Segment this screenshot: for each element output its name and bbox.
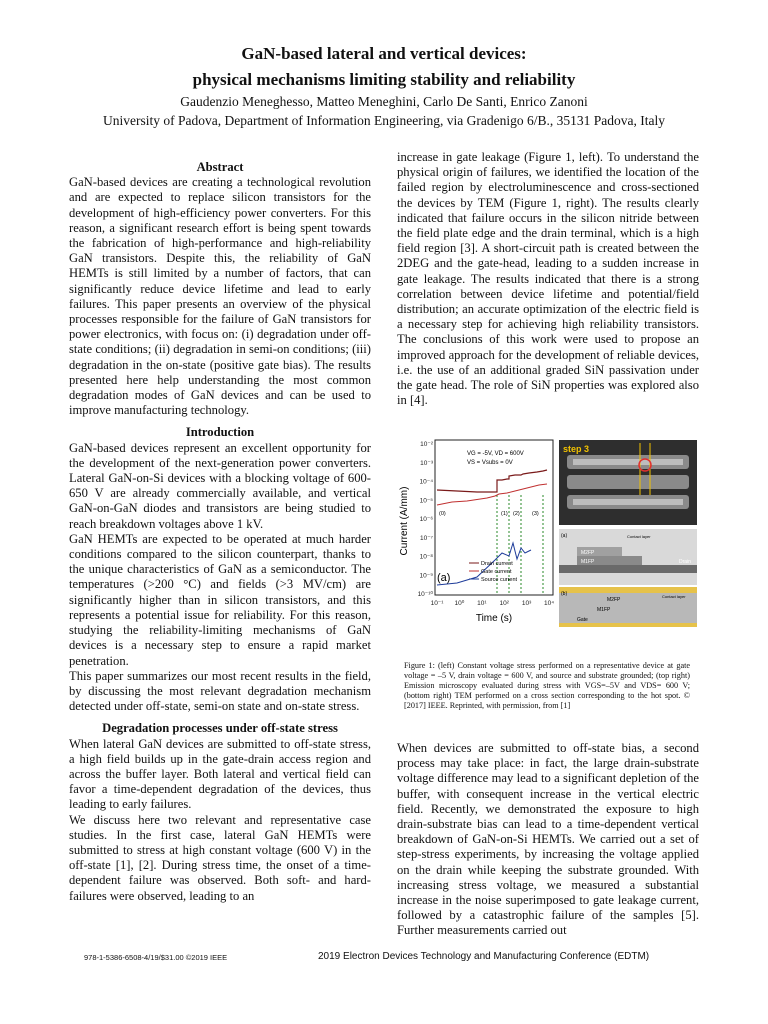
tem-panel-label-a: (a) bbox=[561, 533, 568, 539]
tem-label: M1FP bbox=[581, 559, 595, 565]
tem-label: M2FP bbox=[607, 597, 621, 603]
y-tick-label: 10⁻⁹ bbox=[419, 572, 433, 580]
phase-label: (3) bbox=[532, 511, 539, 517]
abstract-heading: Abstract bbox=[196, 160, 244, 174]
y-tick-label: 10⁻⁴ bbox=[419, 478, 433, 486]
phase-label: (0) bbox=[439, 511, 446, 517]
legend-source: Source current bbox=[481, 577, 518, 583]
x-tick-label: 10³ bbox=[521, 600, 532, 607]
paper-title-line1: GaN-based lateral and vertical devices: bbox=[241, 44, 527, 63]
intro-paragraph-1: GaN-based devices represent an excellent opportunity for the development of the next-generation power converters. Lateral GaN-on-Si devices with a blocking voltage of 600-650 V are already commercially available, and vertical GaN-on-GaN diodes and transistors are being studied to reach breakdown voltages above 1 kV. bbox=[69, 440, 371, 531]
tem-layer bbox=[559, 565, 697, 573]
figure-1-svg bbox=[397, 435, 699, 635]
step-label: step 3 bbox=[563, 444, 590, 454]
footer-copyright: 978-1-5386-6508-4/19/$31.00 ©2019 IEEE bbox=[84, 953, 228, 962]
tem-label: Gate bbox=[577, 617, 588, 623]
emi-finger-core bbox=[573, 459, 683, 465]
offstate-heading: Degradation processes under off-state stress bbox=[102, 721, 338, 736]
figure-1 bbox=[397, 435, 699, 635]
y-axis-label: Current (A/mm) bbox=[399, 486, 410, 556]
y-tick-label: 10⁻⁶ bbox=[419, 516, 433, 523]
x-tick-label: 10⁴ bbox=[543, 600, 555, 607]
y-tick-label: 10⁻⁵ bbox=[419, 497, 433, 505]
paper-title-line2: physical mechanisms limiting stability and reliability bbox=[192, 70, 576, 89]
condition-line-1: VG = -5V, VD = 600V bbox=[467, 451, 524, 457]
y-ticks bbox=[418, 441, 434, 598]
right-column-bottom bbox=[397, 741, 699, 939]
legend-gate: Gate current bbox=[481, 569, 512, 575]
right-column-top bbox=[397, 150, 699, 408]
left-column bbox=[69, 160, 371, 904]
x-tick-label: 10⁻¹ bbox=[430, 600, 444, 607]
emi-finger-core bbox=[573, 499, 683, 505]
x-tick-label: 10¹ bbox=[477, 600, 487, 607]
x-ticks bbox=[431, 599, 555, 607]
y-tick-label: 10⁻³ bbox=[420, 459, 433, 467]
legend-drain: Drain current bbox=[481, 561, 513, 567]
tem-label: M2FP bbox=[581, 550, 595, 556]
phase-label: (1) bbox=[501, 511, 508, 517]
x-axis-label: Time (s) bbox=[475, 613, 513, 624]
tem-label: Contact layer bbox=[662, 594, 686, 599]
tem-panel-label-b: (b) bbox=[561, 591, 568, 597]
x-tick-label: 10² bbox=[499, 600, 509, 607]
offstate-paragraph-1: When lateral GaN devices are submitted to off-state stress, a high field builds up in the gate-drain access region and across the buffer layer. Both lateral and vertical field can favor a time-dependent degradation of the devices, thus leading to early failures. bbox=[69, 736, 371, 812]
panel-label-a: (a) bbox=[437, 572, 451, 584]
emi-finger bbox=[567, 475, 689, 489]
figure-caption: Figure 1: (left) Constant voltage stress performed on a representative device at gate voltage = –5 V, drain voltage = 600 V, and source and substrate grounded; (top right) Emission microscopy evaluated during stress with VGS=–5V and VDS= 600 V; (bottom right) TEM performed on a cross section corresponding to the hot spot. © [2017] IEEE. Reprinted, with permission, from [1] bbox=[404, 661, 690, 710]
phase-label: (2) bbox=[513, 511, 520, 517]
affiliation: University of Padova, Department of Information Engineering, via Gradenigo 6/B., 35131 Padova, Italy bbox=[103, 113, 665, 128]
right-paragraph-2: When devices are submitted to off-state bias, a second process may take place: in fact, the large drain-substrate voltage difference may lead to a significant depletion of the buffer, with consequent increase in the vertical electric field. Recently, we demonstrated the exposure to high drain-substrate bias can lead to a time-dependent vertical breakdown of GaN-on-Si HEMTs. We carried out a set of step-stress experiments, by increasing the voltage applied on the drain while keeping the substrate grounded. With increasing stress voltage, we measured a substantial increase in the noise superimposed to gate leakage current, followed by a catastrophic failure of the samples [5]. Further measurements carried out bbox=[397, 741, 699, 938]
intro-paragraph-2: GaN HEMTs are expected to be operated at much harder conditions compared to the silicon counterpart, thanks to the unique characteristics of GaN as a semiconductor. The temperatures (>200 °C) and fields (>3 MV/cm) are significantly higher than in silicon transistors, and this represents a potential issue for reliability. For this reason, studying the reliability-limiting mechanisms of GaN devices is a necessary step to ensure a rapid market penetration. bbox=[69, 531, 371, 668]
footer-conference: 2019 Electron Devices Technology and Manufacturing Conference (EDTM) bbox=[318, 951, 650, 962]
tem-label: Contact layer bbox=[627, 534, 651, 539]
tem-label: Drain bbox=[679, 559, 691, 565]
right-paragraph-1: increase in gate leakage (Figure 1, left). To understand the physical origin of failures, we identified the location of the failed region by electroluminescence and cross-sectioned the devices by TEM (Figure 1, right). The results clearly indicated that failure occurs in the silicon nitride between the field plate edge and the drain terminal, which is a high field region [3]. A short-circuit path is created between the 2DEG and the gate-head, leading to a sudden increase in gate leakage. The results indicated that there is a strong correlation between device lifetime and potential/field distribution; an accurate optimization of the electric field is a necessary step for achieving high reliability transistors. The conclusions of this work were used to propose an improved approach for the development of reliable devices, i.e. the use of an additional graded SiN passivation under the gate head. The role of SiN properties was explored also in [4]. bbox=[397, 150, 699, 408]
intro-paragraph-3: This paper summarizes our most recent results in the field, by discussing the most relevant degradation mechanism detected under off-state, semi-on state and on-state stress. bbox=[69, 668, 371, 714]
y-tick-label: 10⁻⁸ bbox=[419, 553, 433, 561]
abstract-text: GaN-based devices are creating a technological revolution and are expected to replace silicon transistors for the development of high-efficiency power converters. For this reason, a significant research effort is being spent towards the fabrication of high-performance and high-reliability GaN transistors. Despite this, the reliability of GaN HEMTs is still limited by a number of factors, that can significantly reduce device lifetime and lead to early failures. This paper presents an overview of the physical processes responsible for the failure of GaN transistors for power electronics, with focus on: (i) degradation under off-state conditions; (ii) degradation in semi-on conditions; (iii) degradation in the on-state (positive gate bias). The results presented here help understanding the most common degradation modes of GaN devices and can be used to improve manufacturing technology. bbox=[69, 175, 371, 418]
condition-line-2: VS = Vsubs = 0V bbox=[467, 460, 513, 466]
x-tick-label: 10⁰ bbox=[454, 600, 465, 607]
y-tick-label: 10⁻² bbox=[420, 441, 433, 448]
offstate-paragraph-2: We discuss here two relevant and representative case studies. In the first case, lateral GaN HEMTs were submitted to stress at high constant voltage (600 V) in the off-state [1], [2]. During stress time, the onset of a time-dependent failure was observed. Both soft- and hard-failures were observed, leading to an bbox=[69, 812, 371, 903]
introduction-heading: Introduction bbox=[185, 425, 255, 440]
authors: Gaudenzio Meneghesso, Matteo Meneghini, Carlo De Santi, Enrico Zanoni bbox=[180, 94, 588, 109]
y-tick-label: 10⁻⁷ bbox=[419, 534, 433, 542]
tem-label: M1FP bbox=[597, 607, 611, 613]
y-tick-label: 10⁻¹⁰ bbox=[417, 591, 433, 598]
